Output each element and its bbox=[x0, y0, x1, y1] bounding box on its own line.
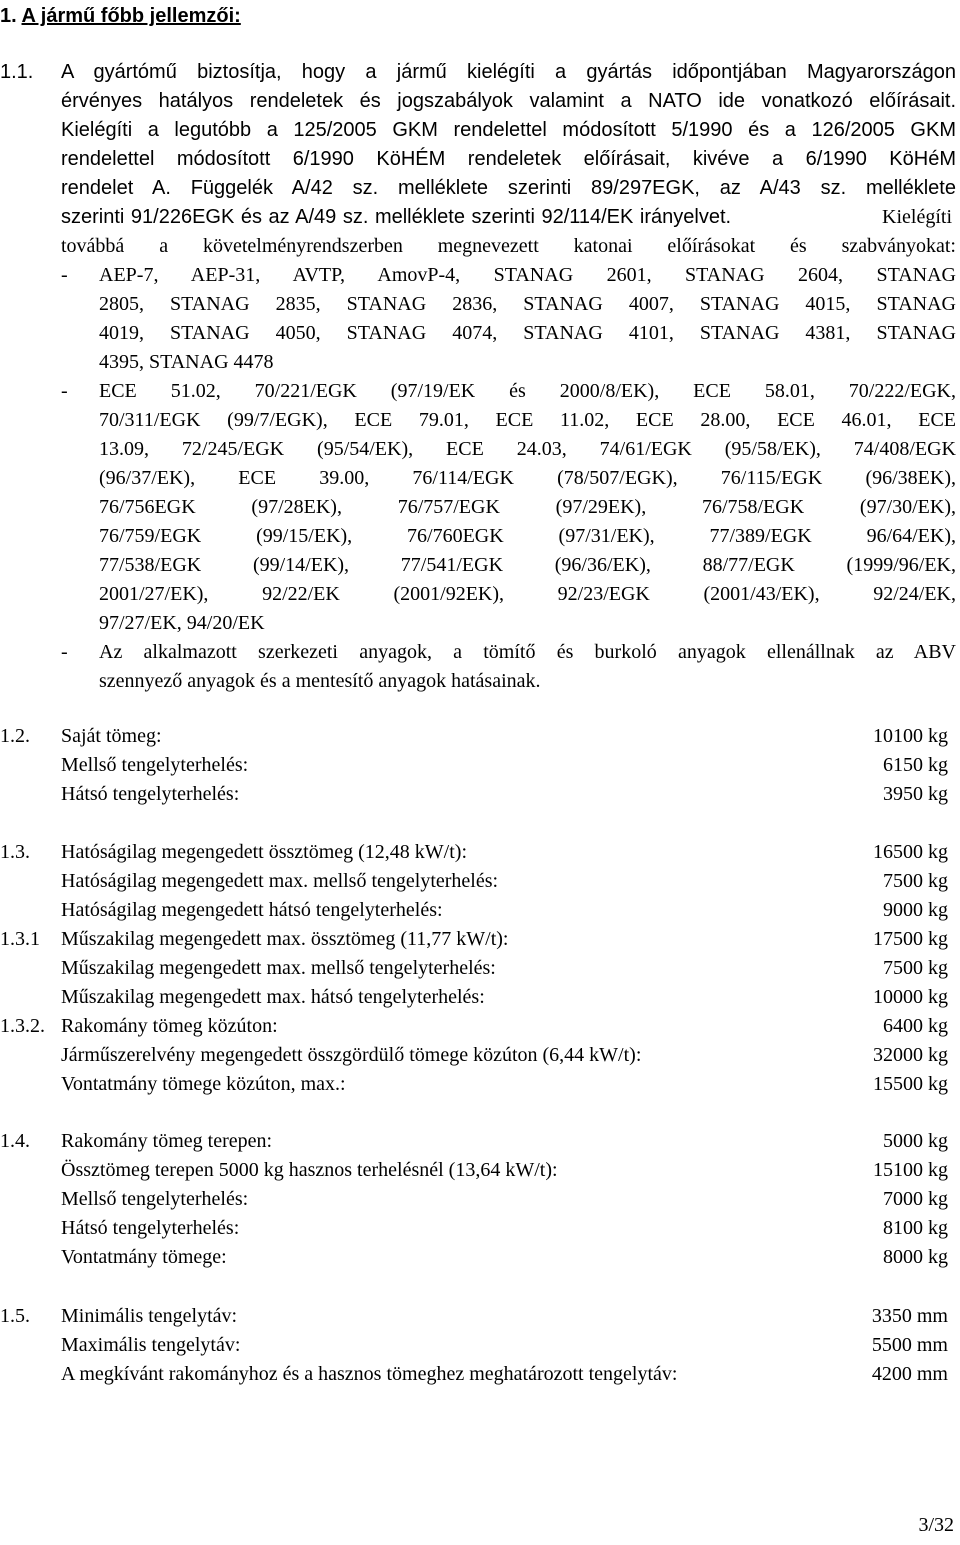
bullet-line-row bbox=[0, 290, 956, 319]
bullet-line: 70/311/EGK (99/7/EGK), ECE 79.01, ECE 11.02, ECE 28.00, ECE 46.01, ECE bbox=[99, 409, 956, 431]
spec-row bbox=[0, 1360, 960, 1389]
heading-title: A jármű főbb jellemzői: bbox=[21, 5, 241, 27]
heading-number: 1. bbox=[0, 5, 17, 27]
spec-value: 8100 kg bbox=[883, 1217, 948, 1239]
text-line bbox=[0, 87, 956, 116]
spec-label: Járműszerelvény megengedett összgördülő tömege közúton (6,44 kW/t): bbox=[61, 1044, 642, 1066]
spec-label: Vontatmány tömege közúton, max.: bbox=[61, 1073, 346, 1095]
bullet-line: 76/759/EGK (99/15/EK), 76/760EGK (97/31/EK), 77/389/EGK 96/64/EK), bbox=[99, 525, 956, 547]
spec-value: 17500 kg bbox=[873, 928, 948, 950]
spec-number: 1.2. bbox=[0, 725, 30, 747]
spec-value: 16500 kg bbox=[873, 841, 948, 863]
spec-row bbox=[0, 925, 960, 954]
paragraph-line: rendelet A. Függelék A/42 sz. melléklete szerinti 89/297EGK, az A/43 sz. melléklete bbox=[61, 177, 956, 199]
spec-value: 5500 mm bbox=[871, 1334, 948, 1356]
bullet-line-row bbox=[0, 493, 956, 522]
bullet-item bbox=[0, 261, 956, 290]
spec-label: Hatóságilag megengedett össztömeg (12,48 kW/t): bbox=[61, 841, 468, 863]
spec-value: 7000 kg bbox=[883, 1188, 948, 1210]
spec-label: Rakomány tömeg közúton: bbox=[61, 1015, 278, 1037]
spec-label: Hatóságilag megengedett max. mellső tengelyterhelés: bbox=[61, 870, 499, 892]
spec-label: Hatóságilag megengedett hátsó tengelyterhelés: bbox=[61, 899, 443, 921]
spec-label: Minimális tengelytáv: bbox=[61, 1305, 238, 1327]
bullet-line: 4019, STANAG 4050, STANAG 4074, STANAG 4101, STANAG 4381, STANAG bbox=[99, 322, 956, 344]
spec-label: Hátsó tengelyterhelés: bbox=[61, 1217, 240, 1239]
spec-label: Vontatmány tömege: bbox=[61, 1246, 227, 1268]
spec-group-1-4 bbox=[0, 1127, 960, 1272]
bullet-line-row bbox=[0, 406, 956, 435]
spec-value: 6400 kg bbox=[883, 1015, 948, 1037]
bullet-line: ECE 51.02, 70/221/EGK (97/19/EK és 2000/8/EK), ECE 58.01, 70/222/EGK, bbox=[99, 380, 956, 402]
paragraph-line: A gyártómű biztosítja, hogy a jármű kielégíti a gyártás időpontjában Magyarországon bbox=[61, 61, 956, 83]
spec-value: 8000 kg bbox=[883, 1246, 948, 1268]
text-line bbox=[0, 58, 956, 87]
text-line bbox=[0, 203, 956, 232]
spec-value: 6150 kg bbox=[883, 754, 948, 776]
spec-row bbox=[0, 1041, 960, 1070]
spec-row bbox=[0, 1012, 960, 1041]
bullet-dash: - bbox=[61, 641, 68, 663]
bullet-line-row bbox=[0, 522, 956, 551]
page-number: 3/32 bbox=[918, 1514, 954, 1536]
bullet-item bbox=[0, 638, 956, 667]
spec-row bbox=[0, 1331, 960, 1360]
bullet-dash: - bbox=[61, 264, 68, 286]
paragraph-line: szerinti 91/226EGK és az A/49 sz. melléklete szerinti 92/114/EK irányelvet. bbox=[61, 206, 732, 228]
spec-group-1-2 bbox=[0, 722, 960, 809]
bullet-line: Az alkalmazott szerkezeti anyagok, a tömítő és burkoló anyagok ellenállnak az ABV bbox=[99, 641, 956, 663]
bullet-line: 97/27/EK, 94/20/EK bbox=[99, 612, 265, 634]
text-line bbox=[0, 145, 956, 174]
spec-value: 15100 kg bbox=[873, 1159, 948, 1181]
spec-label: Műszakilag megengedett max. össztömeg (11,77 kW/t): bbox=[61, 928, 509, 950]
spec-row bbox=[0, 838, 960, 867]
spec-value: 9000 kg bbox=[883, 899, 948, 921]
spec-value: 3950 kg bbox=[883, 783, 948, 805]
spec-value: 10100 kg bbox=[873, 725, 948, 747]
bullet-line-row bbox=[0, 609, 956, 638]
spec-number: 1.5. bbox=[0, 1305, 30, 1327]
bullet-line: 13.09, 72/245/EGK (95/54/EK), ECE 24.03, 74/61/EGK (95/58/EK), 74/408/EGK bbox=[99, 438, 956, 460]
spec-label: Saját tömeg: bbox=[61, 725, 162, 747]
bullet-line-row bbox=[0, 435, 956, 464]
spec-row bbox=[0, 1214, 960, 1243]
section-heading bbox=[0, 4, 241, 28]
spec-value: 15500 kg bbox=[873, 1073, 948, 1095]
paragraph-line: Kielégíti a legutóbb a 125/2005 GKM rendelettel módosított 5/1990 és a 126/2005 GKM bbox=[61, 119, 956, 141]
bullet-line: 4395, STANAG 4478 bbox=[99, 351, 274, 373]
spec-number: 1.3. bbox=[0, 841, 30, 863]
paragraph-line: érvényes hatályos rendeletek és jogszabályok valamint a NATO ide vonatkozó előírásait. bbox=[61, 90, 956, 112]
spec-label: Műszakilag megengedett max. hátsó tengelyterhelés: bbox=[61, 986, 485, 1008]
bullet-line: 2001/27/EK), 92/22/EK (2001/92EK), 92/23/EGK (2001/43/EK), 92/24/EK, bbox=[99, 583, 956, 605]
spec-row bbox=[0, 1156, 960, 1185]
text-line bbox=[0, 174, 956, 203]
bullet-line-row bbox=[0, 464, 956, 493]
spec-value: 4200 mm bbox=[871, 1363, 948, 1385]
bullet-item bbox=[0, 377, 956, 406]
section-number: 1.1. bbox=[0, 61, 34, 83]
spec-row bbox=[0, 1185, 960, 1214]
text-line bbox=[0, 116, 956, 145]
bullet-line-row bbox=[0, 580, 956, 609]
spec-number: 1.3.1 bbox=[0, 928, 40, 950]
spec-value: 32000 kg bbox=[873, 1044, 948, 1066]
spec-value: 7500 kg bbox=[883, 957, 948, 979]
bullet-line-row bbox=[0, 551, 956, 580]
spec-value: 10000 kg bbox=[873, 986, 948, 1008]
spec-row bbox=[0, 1127, 960, 1156]
bullet-line-row bbox=[0, 319, 956, 348]
spec-row bbox=[0, 896, 960, 925]
spec-row bbox=[0, 751, 960, 780]
spec-label: A megkívánt rakományhoz és a hasznos tömeghez meghatározott tengelytáv: bbox=[61, 1363, 678, 1385]
bullet-line: 77/538/EGK (99/14/EK), 77/541/EGK (96/36/EK), 88/77/EGK (1999/96/EK, bbox=[99, 554, 956, 576]
spec-label: Mellső tengelyterhelés: bbox=[61, 1188, 249, 1210]
spec-number: 1.4. bbox=[0, 1130, 30, 1152]
spec-label: Hátsó tengelyterhelés: bbox=[61, 783, 240, 805]
spec-row bbox=[0, 1302, 960, 1331]
spec-label: Maximális tengelytáv: bbox=[61, 1334, 241, 1356]
bullet-line: szennyező anyagok és a mentesítő anyagok hatásainak. bbox=[99, 670, 541, 692]
section-1-1 bbox=[0, 58, 956, 696]
spec-row bbox=[0, 780, 960, 809]
spec-value: 7500 kg bbox=[883, 870, 948, 892]
bullet-line: 76/756EGK (97/28EK), 76/757/EGK (97/29EK), 76/758/EGK (97/30/EK), bbox=[99, 496, 956, 518]
spec-label: Műszakilag megengedett max. mellső tengelyterhelés: bbox=[61, 957, 496, 979]
bullet-dash: - bbox=[61, 380, 68, 402]
spec-group-1-5 bbox=[0, 1302, 960, 1389]
bullet-line-row bbox=[0, 348, 956, 377]
spec-row bbox=[0, 867, 960, 896]
spec-row bbox=[0, 983, 960, 1012]
text-line bbox=[0, 232, 956, 261]
paragraph-line-tail: Kielégíti bbox=[882, 206, 952, 228]
bullet-line: (96/37/EK), ECE 39.00, 76/114/EGK (78/507/EGK), 76/115/EGK (96/38EK), bbox=[99, 467, 956, 489]
spec-label: Mellső tengelyterhelés: bbox=[61, 754, 249, 776]
spec-row bbox=[0, 1070, 960, 1099]
spec-group-1-3 bbox=[0, 838, 960, 1099]
bullet-line: 2805, STANAG 2835, STANAG 2836, STANAG 4007, STANAG 4015, STANAG bbox=[99, 293, 956, 315]
spec-row bbox=[0, 1243, 960, 1272]
spec-row bbox=[0, 722, 960, 751]
paragraph-line: továbbá a követelményrendszerben megnevezett katonai előírásokat és szabványokat: bbox=[61, 235, 956, 257]
spec-row bbox=[0, 954, 960, 983]
spec-value: 3350 mm bbox=[871, 1305, 948, 1327]
bullet-line: AEP-7, AEP-31, AVTP, AmovP-4, STANAG 2601, STANAG 2604, STANAG bbox=[99, 264, 956, 286]
paragraph-line: rendelettel módosított 6/1990 KöHÉM rendeletek előírásait, kivéve a 6/1990 KöHéM bbox=[61, 148, 956, 170]
spec-value: 5000 kg bbox=[883, 1130, 948, 1152]
bullet-line-row bbox=[0, 667, 956, 696]
spec-label: Össztömeg terepen 5000 kg hasznos terhelésnél (13,64 kW/t): bbox=[61, 1159, 558, 1181]
spec-number: 1.3.2. bbox=[0, 1015, 45, 1037]
spec-label: Rakomány tömeg terepen: bbox=[61, 1130, 273, 1152]
